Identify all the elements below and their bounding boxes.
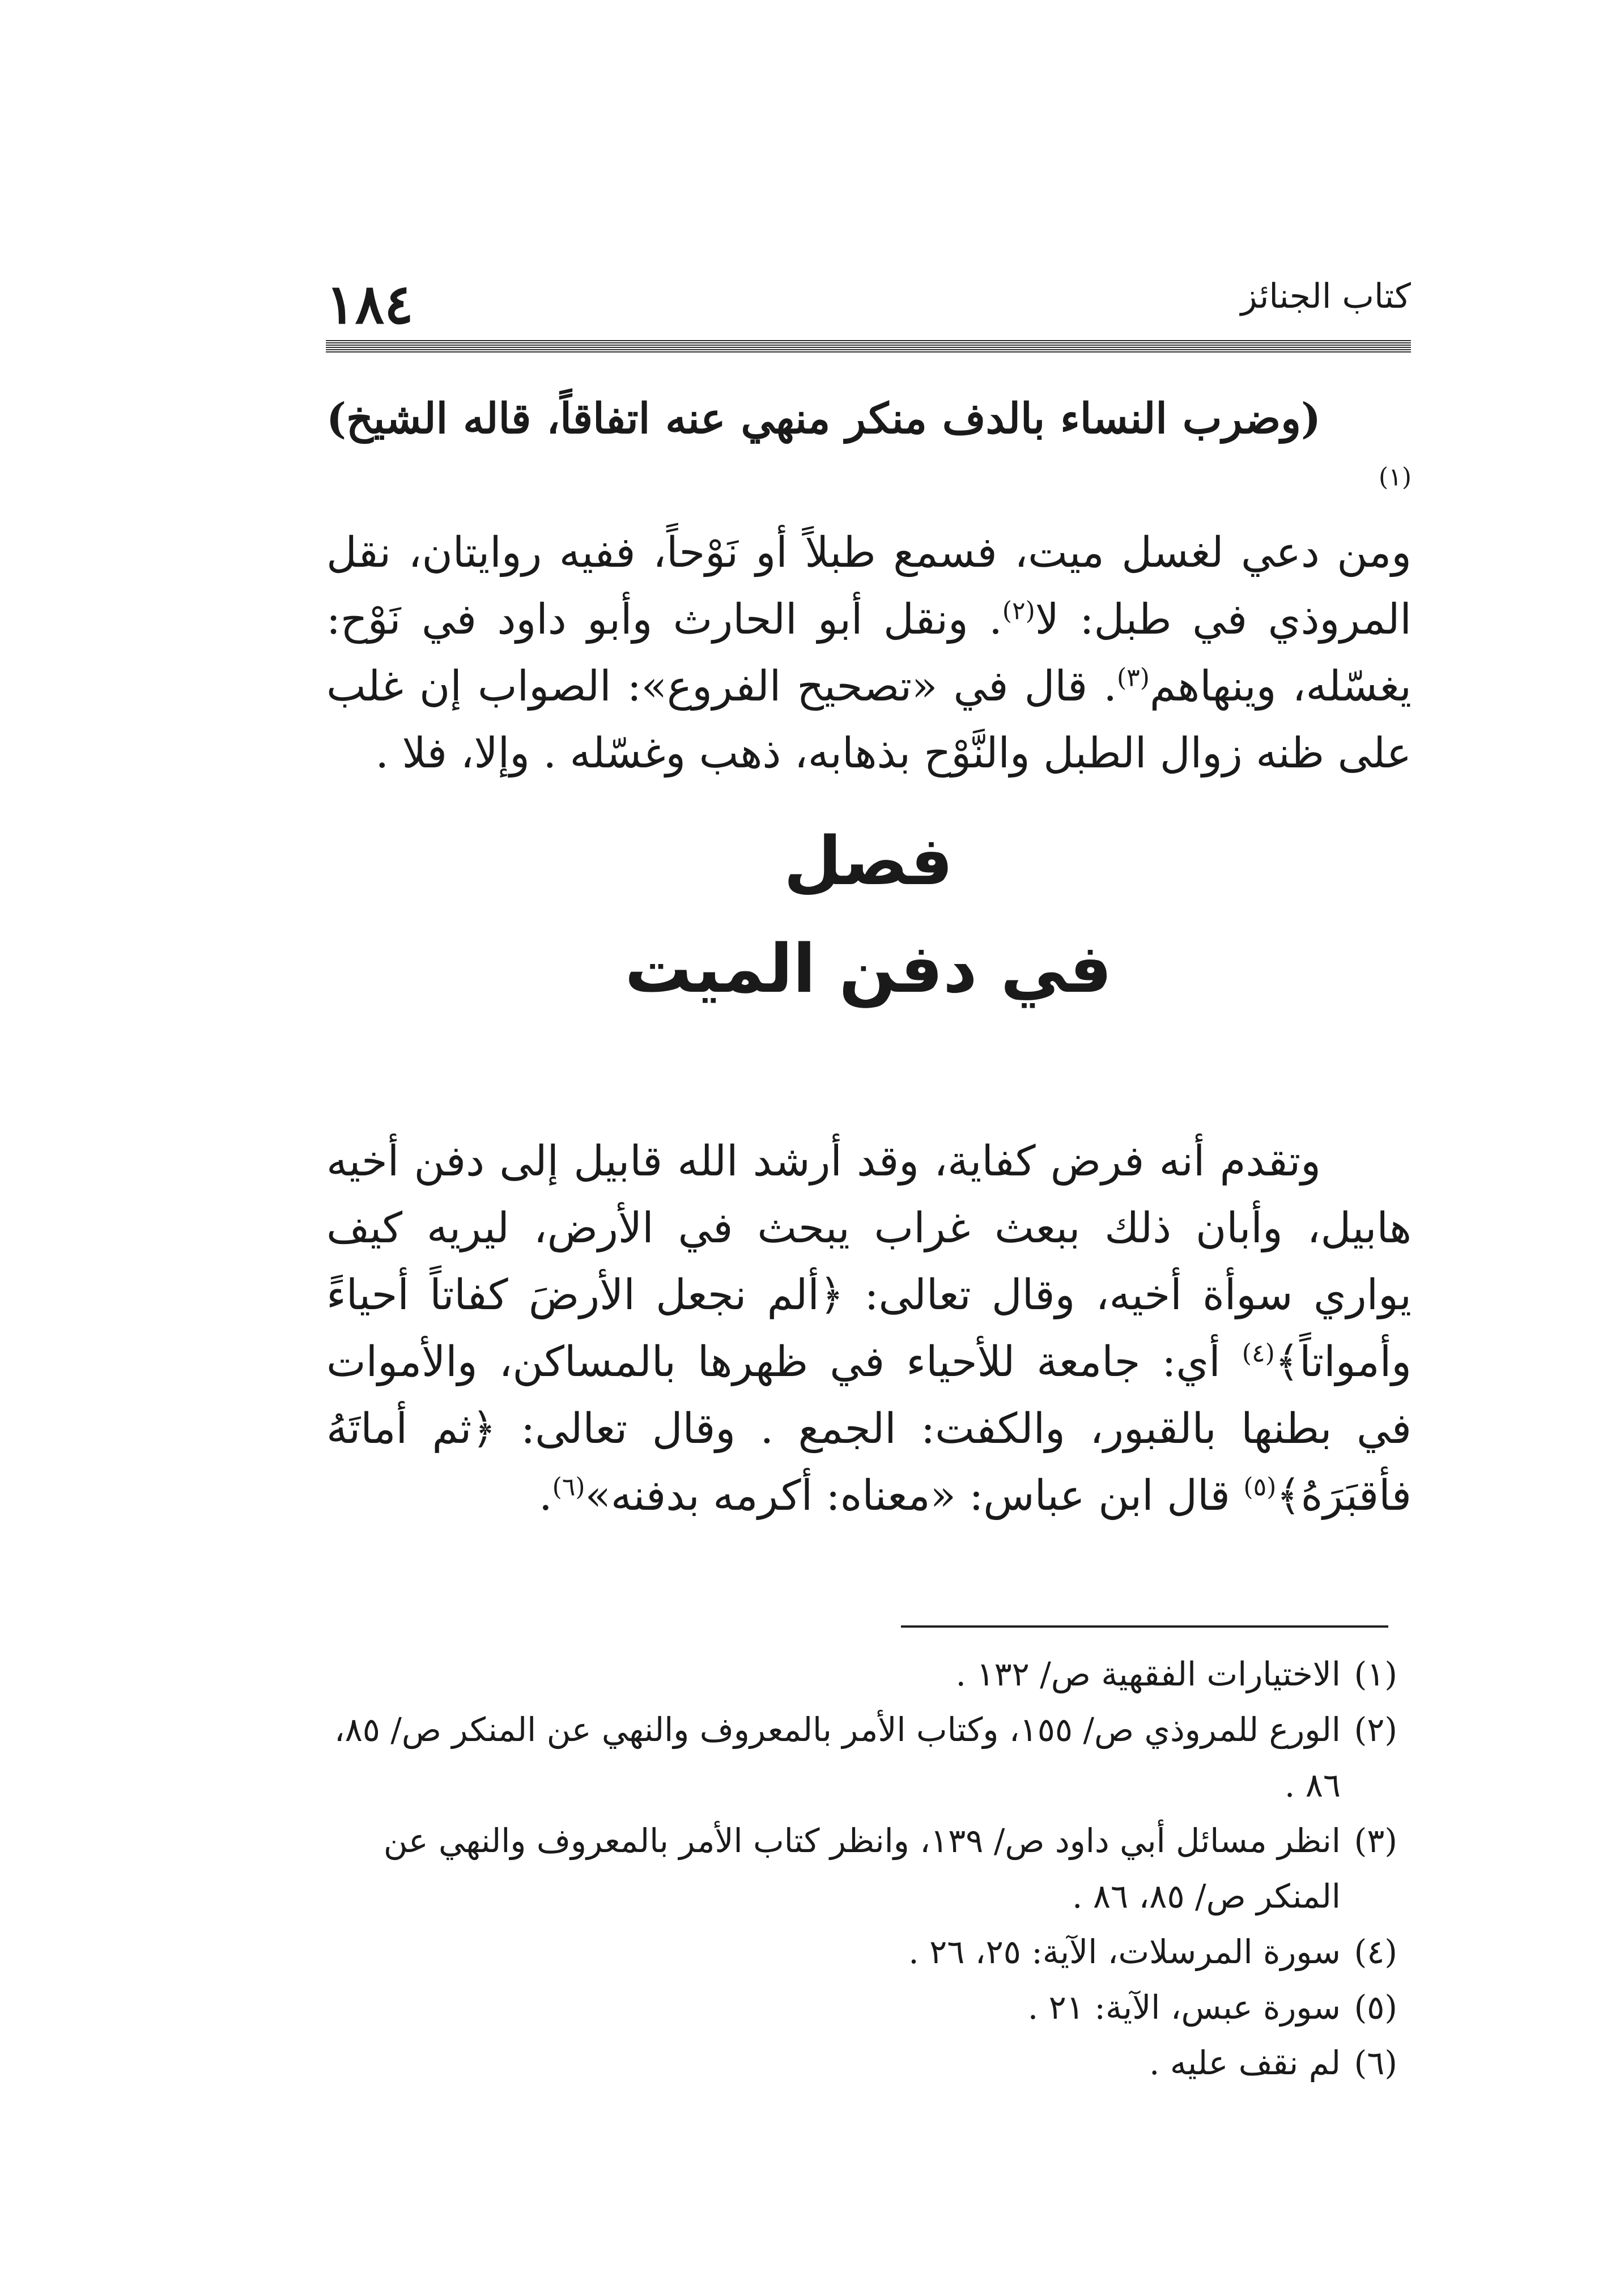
paragraph-3-part-d: . xyxy=(539,1471,552,1520)
section-title-line-1: فصل xyxy=(784,822,953,900)
running-title: كتاب الجنائز xyxy=(1240,277,1411,316)
footnote-text: سورة المرسلات، الآية: ٢٥، ٢٦ . xyxy=(908,1933,1341,1971)
footnote-text: الاختيارات الفقهية ص/ ١٣٢ . xyxy=(955,1655,1341,1693)
section-title-line-2: في دفن الميت xyxy=(624,929,1112,1008)
body-text-bottom xyxy=(326,1128,1412,1529)
paragraph-2-part-c: . قال في «تصحيح الفروع»: الصواب إن غلب على ظنه زوال الطبل والنَّوْح بذهابه، ذهب وغسّله . وإلا، فلا . xyxy=(326,662,1412,778)
footnote-text: لم نقف عليه . xyxy=(1149,2044,1341,2082)
footnote-item xyxy=(321,2035,1397,2091)
footnote-item xyxy=(321,1924,1397,1980)
page-number: ١٨٤ xyxy=(326,272,414,336)
footnote-ref-1: (١) xyxy=(1379,462,1412,492)
footnote-ref-5: (٥) xyxy=(1243,1472,1277,1502)
paragraph-2-part-b: . ونقل أبو الحارث وأبو داود في نَوْح: يغسّله، وينهاهم xyxy=(326,595,1412,711)
paragraph-3-part-b: أي: جامعة للأحياء في ظهرها بالمساكن، والأموات في بطنها بالقبور، والكفت: الجمع . وقال تعالى: ﴿ثم أماتَهُ فأقبَرَهُ﴾ xyxy=(326,1337,1412,1520)
paragraph-1 xyxy=(326,385,1412,519)
footnotes xyxy=(321,1646,1397,2091)
footnote-ref-2: (٢) xyxy=(1002,596,1035,626)
footnote-item xyxy=(321,1646,1397,1702)
paragraph-2-part-a: ومن دعي لغسل ميت، فسمع طبلاً أو نَوْحاً، ففيه روايتان، نقل المروذي في طبل: لا xyxy=(326,528,1412,644)
footnote-number: (١) xyxy=(1354,1655,1397,1693)
footnote-item xyxy=(321,1980,1397,2035)
footnote-item xyxy=(321,1702,1397,1813)
paragraph-2 xyxy=(326,519,1412,787)
paragraph-3-part-c: قال ابن عباس: «معناه: أكرمه بدفنه» xyxy=(585,1471,1244,1520)
footnote-ref-6: (٦) xyxy=(552,1472,585,1502)
footnote-number: (٦) xyxy=(1354,2044,1397,2082)
footnote-text: انظر مسائل أبي داود ص/ ١٣٩، وانظر كتاب الأمر بالمعروف والنهي عن المنكر ص/ ٨٥، ٨٦ . xyxy=(383,1821,1341,1916)
footnote-number: (٥) xyxy=(1354,1988,1397,2027)
paragraph-3-part-a: وتقدم أنه فرض كفاية، وقد أرشد الله قابيل إلى دفن أخيه هابيل، وأبان ذلك ببعث غراب يبحث في الأرض، ليريه كيف يواري سوأة أخيه، وقال تعالى: ﴿ألم نجعل الأرضَ كفاتاً أحياءً وأمواتاً﴾ xyxy=(326,1137,1412,1386)
footnote-text: سورة عبس، الآية: ٢١ . xyxy=(1027,1988,1341,2027)
footnote-ref-3: (٣) xyxy=(1116,663,1150,693)
header-rule xyxy=(326,340,1411,353)
footnote-number: (٤) xyxy=(1354,1933,1397,1971)
footnote-number: (٣) xyxy=(1354,1821,1397,1860)
body-text-top xyxy=(326,385,1412,787)
page-header xyxy=(326,266,1411,334)
footnote-text: الورع للمروذي ص/ ١٥٥، وكتاب الأمر بالمعروف والنهي عن المنكر ص/ ٨٥، ٨٦ . xyxy=(334,1710,1341,1804)
paragraph-3 xyxy=(326,1128,1412,1529)
paragraph-1-lead: (وضرب النساء بالدف منكر منهي عنه اتفاقاً، قاله الشيخ) xyxy=(326,394,1321,443)
footnote-rule xyxy=(901,1625,1388,1628)
footnote-item xyxy=(321,1813,1397,1924)
footnote-number: (٢) xyxy=(1354,1710,1397,1749)
footnote-ref-4: (٤) xyxy=(1242,1339,1275,1368)
